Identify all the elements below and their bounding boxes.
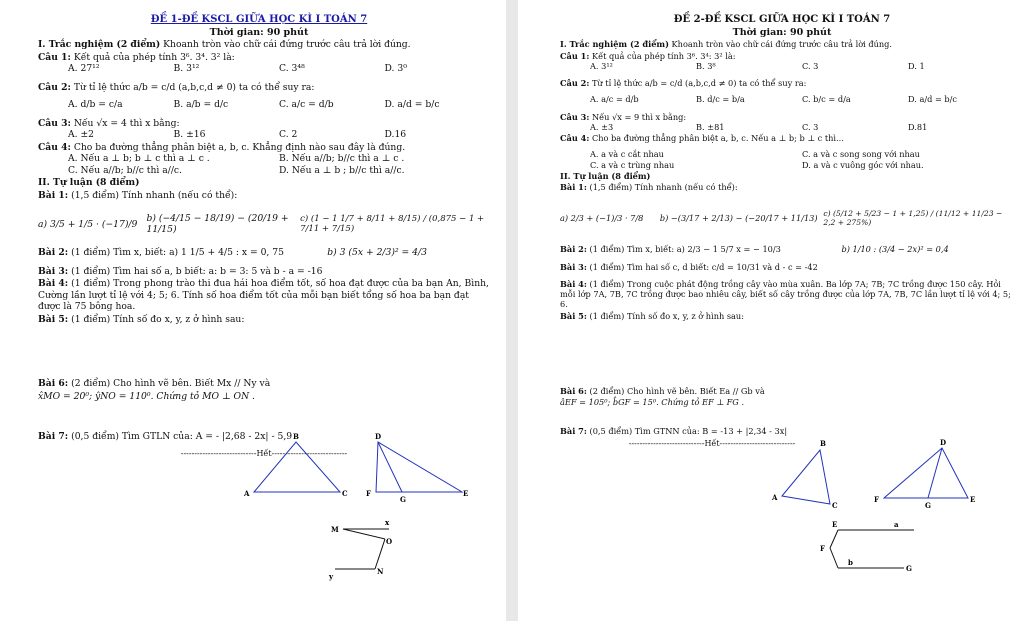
p2-q1-option-b: B. 3⁸ [696,60,716,71]
p2-q3-options [560,122,1014,132]
p1-q1-options [38,63,490,75]
p2-b3-heading: Bài 3: [560,261,587,272]
p2-b2-heading: Bài 2: [560,244,587,255]
p1-b5-text: (1 điểm) Tính số đo x, y, z ở hình sau: [68,313,245,325]
p1-b4-heading: Bài 4: [38,278,69,290]
p2-b1-text: (1,5 điểm) Tính nhanh (nếu có thể): [586,182,738,193]
p1-q4-options-row2 [38,165,490,177]
p2-b5-text: (1 điểm) Tính số đo x, y, z ở hình sau: [586,310,744,321]
p2-q2-heading: Câu 2: [560,78,590,89]
p1-b2-heading: Bài 2: [38,247,69,259]
p2-fig-label-e: E [970,495,976,504]
p1-part1-heading: I. Trắc nghiệm (2 điểm) [38,39,161,51]
p2-b1-expressions [560,198,1014,238]
p1-q3-options [38,129,490,141]
p1-fig-label-e: E [463,489,469,498]
p1-fig-label-m: M [331,525,339,534]
p1-b2-part-b: b) 3 (5x + 2/3)² = 4/3 [327,247,427,259]
p2-b2-text: (1 điểm) Tìm x, biết: a) 2/3 − 1 5/7 x = − 10/3 [586,244,781,255]
p1-b2-row [38,247,490,259]
p2-q3-text: Nếu √x = 9 thì x bằng: [589,111,687,122]
page-1-header [28,14,490,38]
p2-q4-option-d: D. a và c vuông góc với nhau. [802,159,924,170]
p1-q2-text: Từ tỉ lệ thức a/b = c/d (a,b,c,d ≠ 0) ta có thể suy ra: [70,81,315,93]
p2-fig-label-a2: a [894,520,899,529]
p2-q4-option-c: C. a và c song song với nhau [802,149,920,160]
p1-q3-text: Nếu √x = 4 thì x bằng: [70,117,180,129]
p2-b5-heading: Bài 5: [560,310,587,321]
p1-q1-option-d: D. 3⁰ [384,63,407,75]
p1-q2-option-a: A. d/b = c/a [68,99,123,111]
p2-q3-option-d: D.81 [908,121,928,132]
p1-q2-option-c: C. a/c = d/b [279,99,334,111]
p2-q4-options-row1 [560,149,1014,159]
p2-fig-label-b2: b [848,558,853,567]
p2-fig-label-f: F [874,495,879,504]
p1-q4-option-c: C. Nếu a//b; b//c thì a//c. [68,164,182,176]
p2-fig-label-g2: G [906,564,912,573]
p2-b7-text: (0,5 điểm) Tìm GTNN của: B = -13 + |2,34 - 3x| [586,426,788,437]
p1-q1-option-b: B. 3¹² [173,63,200,75]
exam-1-title: ĐỀ 1-ĐỀ KSCL GIỮA HỌC KÌ I TOÁN 7 [150,14,368,25]
p1-fig-label-y: y [329,572,334,581]
p1-fig-label-c: C [342,489,348,498]
p2-b1-expr-a: a) 2/3 + (−1)/3 · 7/8 [560,213,644,224]
p2-q4-option-a: A. a và c cắt nhau [590,149,664,160]
p2-q2-options [560,94,1014,104]
p1-q3-option-d: D.16 [384,129,407,141]
p2-fig-label-g: G [925,501,931,510]
p2-q1-option-d: D. 1 [908,60,925,71]
p2-q4-option-c2: C. a và c trùng nhau [590,159,675,170]
exam-page-1 [0,0,506,621]
p1-q2-options [38,99,490,111]
p1-fig-label-b: B [293,432,299,441]
p2-q4-heading: Câu 4: [560,133,590,144]
p2-b7-heading: Bài 7: [560,426,587,437]
p1-b2-text: (1 điểm) Tìm x, biết: a) 1 1/5 + 4/5 : x = 0, 75 [68,247,284,259]
p1-triangle-abc-figure [240,434,350,504]
p2-q2-option-b: B. d/c = b/a [696,94,745,105]
p2-b1-expr-b: b) −(3/17 + 2/13) − (−20/17 + 11/13) [659,213,818,224]
p2-b4-text: (1 điểm) Trong cuộc phát động trồng cây vào mùa xuân. Ba lớp 7A; 7B; 7C trồng được 150 cây. Hỏi mỗi lớp 7A, 7B, 7C trồng được bao nhiêu cây, biết số cây trồng được của lớp 7A, 7B, 7C lần lượt tỉ lệ với 4; 5; 6. [560,278,1011,310]
p2-parallel-lines-figure [818,518,928,578]
p1-part1-instruction: Khoanh tròn vào chữ cái đứng trước câu trả lời đúng. [160,39,411,51]
p2-q4-options-row2 [560,160,1014,170]
p2-b6-text: (2 điểm) Cho hình vẽ bên. Biết Ea // Gb và [586,385,765,396]
p1-b7-heading: Bài 7: [38,431,69,443]
p1-q2-heading: Câu 2: [38,81,71,93]
p1-q4-option-d: D. Nếu a ⊥ b ; b//c thì a//c. [279,164,405,176]
p2-fig-label-b: B [820,439,826,448]
p1-q4-option-b: B. Nếu a//b; b//c thì a ⊥ c . [279,153,405,165]
p2-b6-text2: âEF = 105⁰; b̂GF = 15⁰. Chứng tỏ EF ⊥ FG . [560,397,745,408]
p1-b6-text2: x̂MO = 20⁰; ŷNO = 110⁰. Chứng tỏ MO ⊥ ON . [38,390,255,402]
p1-q1-option-a: A. 27¹² [68,63,100,75]
p1-q1-heading: Câu 1: [38,51,71,63]
p2-b3-text: (1 điểm) Tìm hai số c, d biết: c/d = 10/31 và d - c = -42 [586,261,818,272]
p1-b1-heading: Bài 1: [38,189,69,201]
p1-fig-label-f: F [366,489,371,498]
p1-end-line: ----------------------------Hết---------------------------- [180,448,348,458]
p2-b2-part-b: b) 1/10 : (3/4 − 2x)² = 0,4 [841,244,949,255]
p2-q2-option-d: D. a/d = b/c [908,94,958,105]
page-2-header [550,14,1014,38]
p1-b3-heading: Bài 3: [38,265,69,277]
p2-q2-option-c: C. b/c = d/a [802,94,851,105]
p1-b5-heading: Bài 5: [38,313,69,325]
p1-b4-text: (1 điểm) Trong phong trào thi đua hái hoa điểm tốt, số hoa đạt được của ba bạn An, Bình, Cường lần lượt tỉ lệ với 4; 5; 6. Tính số hoa điểm tốt của mỗi bạn biết tổng số hoa ba bạn đạt được là 75 bông hoa. [38,278,489,313]
p1-q4-heading: Câu 4: [38,141,71,153]
p1-b1-expr-c: c) (1 − 1 1/7 + 8/11 + 8/15) / (0,875 − 1 + 7/11 + 7/15) [300,213,485,235]
p1-b7-text: (0,5 điểm) Tìm GTLN của: A = - |2,68 - 2x| - 5,9 [68,431,293,443]
p2-q3-option-a: A. ±3 [590,121,614,132]
p1-q1-text: Kết quả của phép tính 3⁶. 3⁴. 3² là: [70,51,235,63]
p2-q3-option-b: B. ±81 [696,121,725,132]
p1-b1-text: (1,5 điểm) Tính nhanh (nếu có thể): [68,189,238,201]
p1-q3-option-a: A. ±2 [68,129,95,141]
p2-q1-options [560,61,1014,71]
p2-fig-label-e2: E [832,520,838,529]
p2-q4-text: Cho ba đường thẳng phân biệt a, b, c. Nếu a ⊥ b; b ⊥ c thì... [589,133,844,144]
p1-fig-label-o: O [386,537,393,546]
p2-q1-option-c: C. 3 [802,60,819,71]
p1-q3-option-c: C. 2 [279,129,298,141]
p2-part1-heading: I. Trắc nghiệm (2 điểm) [560,39,669,50]
p2-q2-text: Từ tỉ lệ thức a/b = c/d (a,b,c,d ≠ 0) ta có thể suy ra: [589,78,807,89]
exam-2-time: Thời gian: 90 phút [732,26,832,38]
p1-q2-option-d: D. a/d = b/c [384,99,440,111]
p2-b6-heading: Bài 6: [560,385,587,396]
p1-b1-expr-a: a) 3/5 + 1/5 · (−17)/9 [38,218,138,230]
p1-b1-expr-b: b) (−4/15 − 18/19) − (20/19 + 11/15) [146,212,289,236]
p2-q1-text: Kết quả của phép tính 3⁶. 3⁴: 3² là: [589,50,736,61]
p1-fig-label-g: G [400,495,406,504]
p1-fig-label-x: x [385,518,390,527]
p2-q1-option-a: A. 3¹² [590,60,613,71]
p1-fig-label-a: A [244,489,250,498]
p1-q4-option-a: A. Nếu a ⊥ b; b ⊥ c thì a ⊥ c . [68,153,210,165]
p1-q4-options-row1 [38,153,490,165]
p2-fig-label-a: A [772,493,778,502]
p2-fig-label-d: D [940,438,947,447]
p1-b6-text: (2 điểm) Cho hình vẽ bên. Biết Mx // Ny và [68,378,271,390]
p1-q3-option-b: B. ±16 [173,129,206,141]
p2-b1-heading: Bài 1: [560,182,587,193]
exam-2-title: ĐỀ 2-ĐỀ KSCL GIỮA HỌC KÌ I TOÁN 7 [673,14,891,25]
p1-part2-heading: II. Tự luận (8 điểm) [38,177,140,189]
p2-b4-heading: Bài 4: [560,278,587,289]
p1-parallel-lines-figure [325,515,405,585]
p1-b1-expressions [38,207,490,241]
p2-end-line: ----------------------------Hết---------------------------- [628,438,796,448]
p2-b1-expr-c: c) (5/12 + 5/23 − 1 + 1,25) / (11/12 + 11/23 − 2,2 + 275%) [823,208,1003,228]
exam-1-time: Thời gian: 90 phút [209,26,309,38]
p2-q3-option-c: C. 3 [802,121,819,132]
p2-fig-label-f2: F [820,544,825,553]
p1-b3-text: (1 điểm) Tìm hai số a, b biết: a: b = 3: 5 và b - a = -16 [68,265,323,277]
p1-q2-option-b: B. a/b = d/c [173,99,229,111]
p2-q3-heading: Câu 3: [560,111,590,122]
p2-triangle-abc-figure [768,440,858,510]
p2-fig-label-c: C [832,501,838,510]
p1-fig-label-d: D [375,432,382,441]
exam-page-2 [518,0,1024,621]
p1-q1-option-c: C. 3⁴⁸ [279,63,305,75]
p1-fig-label-n: N [377,567,384,576]
p2-triangle-dfe-figure [870,440,980,510]
p2-part1-instruction: Khoanh tròn vào chữ cái đứng trước câu trả lời đúng. [668,39,893,50]
p1-q4-text: Cho ba đường thẳng phân biệt a, b, c. Khẳng định nào sau đây là đúng. [70,141,406,153]
p2-q2-option-a: A. a/c = d/b [590,94,639,105]
p2-b2-row [560,244,1014,254]
p2-q1-heading: Câu 1: [560,50,590,61]
p2-part2-heading: II. Tự luận (8 điểm) [560,170,651,181]
p1-b6-heading: Bài 6: [38,378,69,390]
p1-q3-heading: Câu 3: [38,117,71,129]
